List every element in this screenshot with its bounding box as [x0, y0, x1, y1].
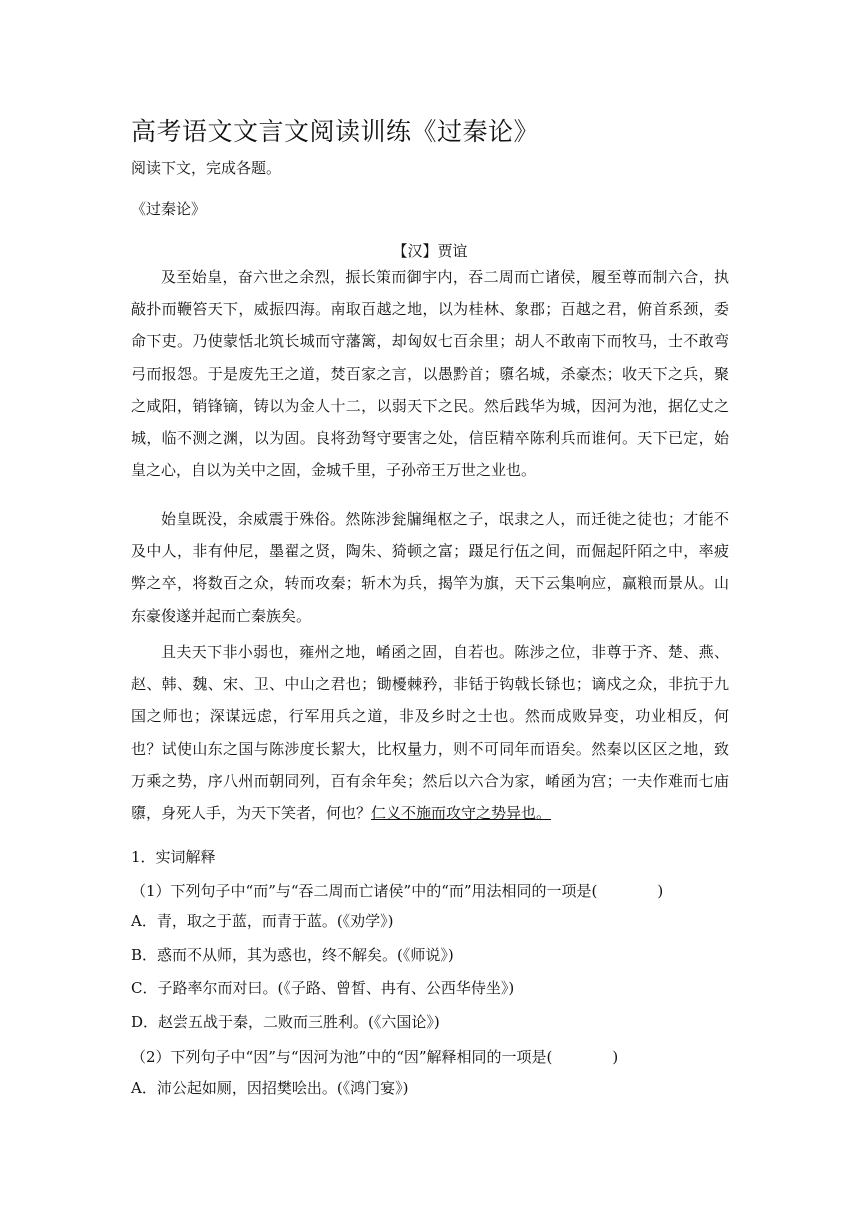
paragraph-2: 始皇既没，余威震于殊俗。然陈涉瓮牖绳枢之子，氓隶之人，而迁徙之徒也；才能不及中人，非有仲尼，墨翟之贤，陶朱、猗顿之富；蹑足行伍之间，而倔起阡陌之中，率疲弊之卒，将数百之众，转而攻秦；斩木为兵，揭竿为旗，天下云集响应，赢粮而景从。山东豪俊遂并起而亡秦族矣。 — [131, 510, 729, 625]
document-title: 高考语文文言文阅读训练《过秦论》 — [131, 117, 540, 146]
question-2-stem — [131, 1046, 618, 1067]
work-title: 《过秦论》 — [131, 200, 207, 218]
question-1-stem-close: ) — [657, 882, 664, 900]
question-2-stem-close: ) — [612, 1048, 619, 1066]
paragraph-1: 及至始皇，奋六世之余烈，振长策而御宇内，吞二周而亡诸侯，履至尊而制六合，执敲扑而鞭笞天下，威振四海。南取百越之地，以为桂林、象郡；百越之君，俯首系颈，委命下吏。乃使蒙恬北筑长城而守藩篱，却匈奴七百余里；胡人不敢南下而牧马，士不敢弯弓而报怨。于是废先王之道，焚百家之言，以愚黔首；隳名城，杀豪杰；收天下之兵，聚之咸阳，销锋镝，铸以为金人十二，以弱天下之民。然后践华为城，因河为池，据亿丈之城，临不测之渊，以为固。良将劲弩守要害之处，信臣精卒陈利兵而谁何。天下已定，始皇之心，自以为关中之固，金城千里，子孙帝王万世之业也。 — [131, 268, 729, 480]
paragraph-3-text: 且夫天下非小弱也，雍州之地，崤函之固，自若也。陈涉之位，非尊于齐、楚、燕、赵、韩、魏、宋、卫、中山之君也；锄櫌棘矜，非铦于钩戟长铩也；谪戍之众，非抗于九国之师也；深谋远虑，行军用兵之道，非及乡时之士也。然而成败异变，功业相反，何也？试使山东之国与陈涉度长絜大，比权量力，则不可同年而语矣。然秦以区区之地，致万乘之势，序八州而朝同列，百有余年矣；然后以六合为家，崤函为宫；一夫作难而七庙隳，身死人手，为天下笑者，何也？ — [131, 643, 729, 823]
author-line: 【汉】贾谊 — [392, 242, 468, 260]
question-1-stem — [131, 880, 663, 901]
option-a: A．沛公起如厕，因招樊哙出。(《鸿门宴》) — [131, 1079, 409, 1097]
paragraph-3 — [131, 636, 729, 829]
question-2-stem-text: （2）下列句子中“因”与“因河为池”中的“因”解释相同的一项是( — [131, 1048, 553, 1066]
option-d: D．赵尝五战于秦，二败而三胜利。(《六国论》) — [131, 1013, 440, 1031]
underlined-sentence: 仁义不施而攻守之势异也。 — [371, 804, 552, 823]
option-b: B．惑而不从师，其为惑也，终不解矣。(《师说》) — [131, 946, 454, 964]
option-c: C．子路率尔而对曰。(《子路、曾皙、冉有、公西华侍坐》) — [131, 979, 515, 997]
option-a: A．青，取之于蓝，而青于蓝。(《劝学》) — [131, 912, 394, 930]
question-1-stem-text: （1）下列句子中“而”与“吞二周而亡诸侯”中的“而”用法相同的一项是( — [131, 882, 598, 900]
instruction: 阅读下文，完成各题。 — [131, 159, 282, 177]
question-1-heading: 1．实词解释 — [131, 848, 216, 866]
